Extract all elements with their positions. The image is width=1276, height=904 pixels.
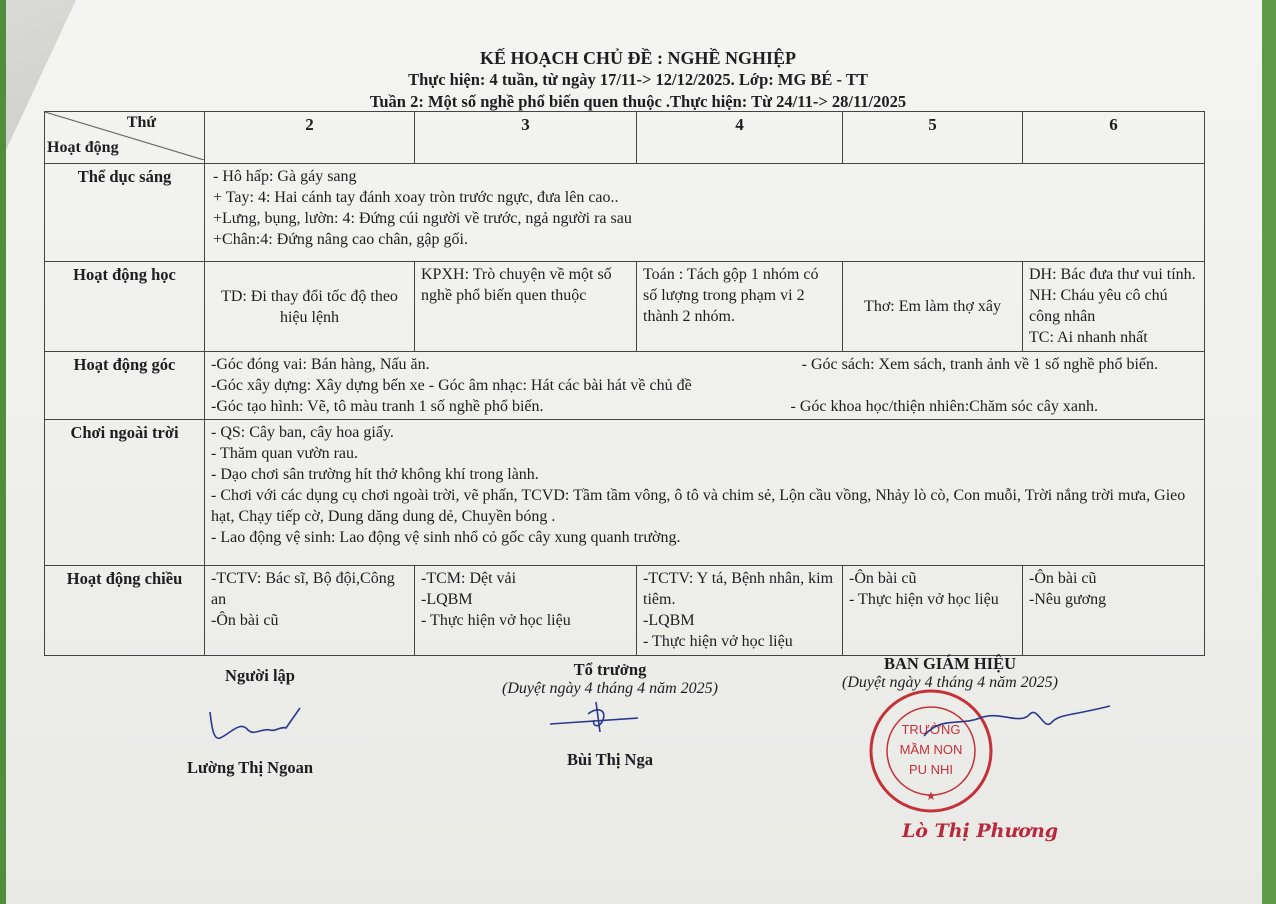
- chieu-line: -TCTV: Bác sĩ, Bộ đội,Công an: [211, 570, 395, 608]
- goc-sach: - Góc sách: Xem sách, tranh ảnh về 1 số nghề phổ biến.: [801, 356, 1158, 373]
- plan-table: [44, 111, 1205, 656]
- document-title: KẾ HOẠCH CHỦ ĐỀ : NGHỀ NGHIỆP: [479, 48, 797, 68]
- signer-nguoi-lap: [160, 666, 360, 686]
- seal-line-1: TRƯỜNG: [901, 722, 961, 737]
- chieu-line: -LQBM: [643, 612, 695, 629]
- chieu-line: -LQBM: [421, 591, 473, 608]
- row-label-hoat-dong-goc: Hoạt động góc: [45, 352, 205, 420]
- the-duc-line: + Tay: 4: Hai cánh tay đánh xoay tròn trước ngực, đưa lên cao..: [213, 189, 619, 206]
- hoc-day-3: KPXH: Trò chuyện về một số nghề phổ biến quen thuộc: [415, 262, 637, 352]
- goc-dong-vai: -Góc đóng vai: Bán hàng, Nấu ăn.: [211, 356, 430, 373]
- chieu-day-3: [415, 566, 637, 656]
- day-header-4: 4: [637, 112, 843, 164]
- chieu-line: -Ôn bài cũ: [211, 612, 279, 629]
- table-row: [45, 352, 1205, 420]
- day-header-5: 5: [843, 112, 1023, 164]
- day-header-3: 3: [415, 112, 637, 164]
- signer-title: Người lập: [225, 666, 295, 685]
- document-subtitle-2: Tuần 2: Một số nghề phổ biến quen thuộc .Thực hiện: Từ 24/11-> 28/11/2025: [369, 92, 907, 111]
- corner-day-label: Thứ: [126, 114, 156, 131]
- chieu-day-4: [637, 566, 843, 656]
- day-header-2: 2: [205, 112, 415, 164]
- table-row: [45, 420, 1205, 566]
- corner-activity-label: Hoạt động: [47, 139, 119, 156]
- chieu-line: -TCTV: Y tá, Bệnh nhân, kim tiêm.: [643, 570, 834, 608]
- the-duc-line: +Chân:4: Đứng nâng cao chân, gập gối.: [213, 231, 468, 248]
- row-label-choi-ngoai-troi: Chơi ngoài trời: [45, 420, 205, 566]
- table-row: [45, 164, 1205, 262]
- signature-ngoan-scribble: [200, 700, 310, 750]
- chieu-day-6: [1023, 566, 1205, 656]
- signer-title: Tổ trưởng: [573, 660, 647, 679]
- goc-khoa-hoc: - Góc khoa học/thiện nhiên:Chăm sóc cây xanh.: [790, 398, 1098, 415]
- signer-to-truong: [470, 660, 750, 698]
- table-row: [45, 262, 1205, 352]
- approval-date: (Duyệt ngày 4 tháng 4 năm 2025): [842, 674, 1058, 691]
- chieu-line: -TCM: Dệt vải: [421, 570, 517, 587]
- chieu-line: -Ôn bài cũ: [1029, 570, 1097, 587]
- approval-date: (Duyệt ngày 4 tháng 4 năm 2025): [502, 680, 718, 697]
- background-edge: [1262, 0, 1276, 904]
- hoc-day-6-line: DH: Bác đưa thư vui tính.: [1029, 266, 1196, 283]
- table-header-row: [45, 112, 1205, 164]
- seal-line-2: MẦM NON: [899, 742, 963, 757]
- the-duc-line: - Hô hấp: Gà gáy sang: [213, 168, 357, 185]
- row-label-the-duc-sang: Thể dục sáng: [45, 164, 205, 262]
- chieu-line: - Thực hiện vở học liệu: [849, 591, 999, 608]
- ngoai-troi-line: - QS: Cây ban, cây hoa giấy.: [211, 424, 394, 441]
- hoat-dong-goc-content: [205, 352, 1205, 420]
- the-duc-line: +Lưng, bụng, lườn: 4: Đứng cúi người về trước, ngả người ra sau: [213, 210, 632, 227]
- hoc-day-6: [1023, 262, 1205, 352]
- hoc-day-5: Thơ: Em làm thợ xây: [843, 262, 1023, 352]
- seal-line-3: PU NHI: [908, 762, 954, 777]
- hoc-day-6-line: TC: Ai nhanh nhất: [1029, 329, 1148, 346]
- hoc-day-2: TD: Đi thay đổi tốc độ theo hiệu lệnh: [205, 262, 415, 352]
- row-label-hoat-dong-chieu: Hoạt động chiều: [45, 566, 205, 656]
- hoc-day-4: Toán : Tách gộp 1 nhóm có số lượng trong phạm vi 2 thành 2 nhóm.: [637, 262, 843, 352]
- signature-phuong-scribble: [920, 696, 1120, 756]
- table-row: [45, 566, 1205, 656]
- chieu-line: -Ôn bài cũ: [849, 570, 917, 587]
- row-label-hoat-dong-hoc: Hoạt động học: [45, 262, 205, 352]
- document-subtitle-1: Thực hiện: 4 tuần, từ ngày 17/11-> 12/12/2025. Lớp: MG BÉ - TT: [408, 70, 868, 89]
- day-header-6: 6: [1023, 112, 1205, 164]
- signer-ban-giam-hieu: [820, 654, 1080, 692]
- chieu-day-2: [205, 566, 415, 656]
- ngoai-troi-line: - Chơi với các dụng cụ chơi ngoài trời, vẽ phấn, TCVD: Tầm tầm vông, ô tô và chim sẻ, Lộn cầu vồng, Nhảy lò cò, Con muỗi, Trời nắng trời mưa, Gieo hạt, Chạy tiếp cờ, Dung dăng dung dẻ, Chuyền bóng .: [211, 487, 1186, 525]
- goc-xay-dung: -Góc xây dựng: Xây dựng bến xe - Góc âm nhạc: Hát các bài hát về chủ đề: [211, 377, 692, 394]
- signer-name-ngoan: Lường Thị Ngoan: [186, 758, 314, 777]
- the-duc-sang-content: [205, 164, 1205, 262]
- signer-title: BAN GIÁM HIỆU: [883, 654, 1016, 673]
- chieu-line: - Thực hiện vở học liệu: [643, 633, 793, 650]
- signer-name-nga: Bùi Thị Nga: [567, 750, 653, 769]
- choi-ngoai-troi-content: [205, 420, 1205, 566]
- signer-name-phuong: Lò Thị Phương: [901, 820, 1059, 842]
- chieu-line: -Nêu gương: [1029, 591, 1107, 608]
- ngoai-troi-line: - Dạo chơi sân trường hít thở không khí trong lành.: [211, 466, 539, 483]
- corner-cell: [45, 112, 205, 164]
- signature-nga-scribble: [548, 696, 648, 736]
- chieu-day-5: [843, 566, 1023, 656]
- goc-tao-hinh: -Góc tạo hình: Vẽ, tô màu tranh 1 số nghề phổ biến.: [211, 398, 544, 415]
- hoc-day-6-line: NH: Cháu yêu cô chú công nhân: [1029, 287, 1168, 325]
- svg-text:★: ★: [925, 789, 937, 803]
- chieu-line: - Thực hiện vở học liệu: [421, 612, 571, 629]
- ngoai-troi-line: - Thăm quan vườn rau.: [211, 445, 359, 462]
- ngoai-troi-line: - Lao động vệ sinh: Lao động vệ sinh nhổ cỏ gốc cây xung quanh trường.: [211, 529, 681, 546]
